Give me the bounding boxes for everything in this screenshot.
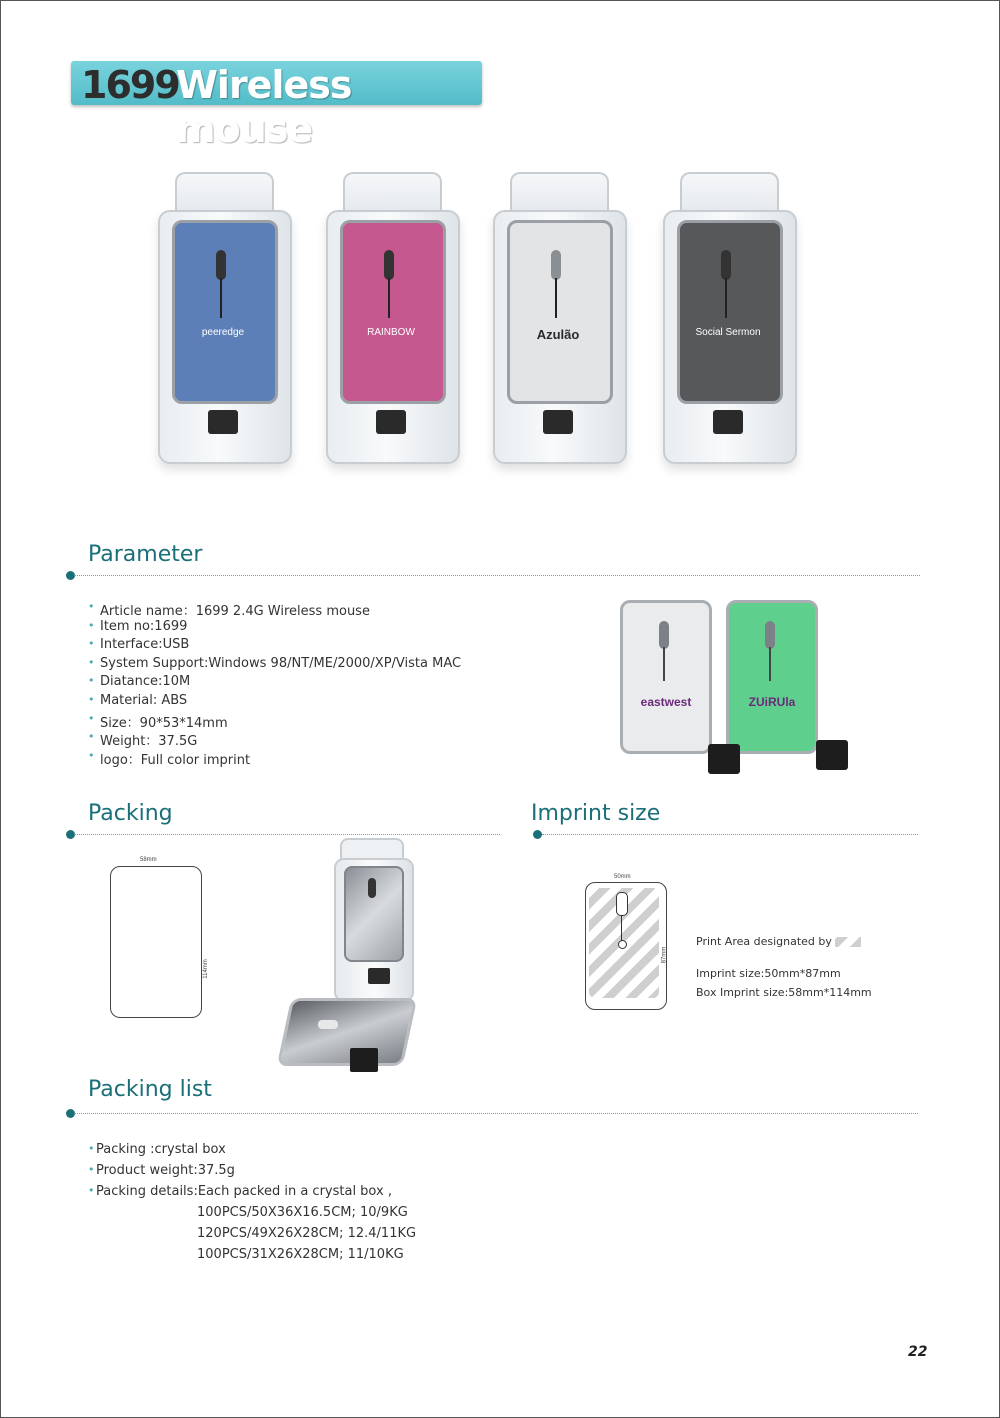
box-outline-drawing (110, 866, 202, 1018)
list-item: • Diatance:10M (88, 674, 461, 693)
mouse-silver-sample (620, 600, 712, 754)
imprint-size-line: Imprint size:50mm*87mm (696, 967, 841, 980)
mouse-green-sample (726, 600, 818, 754)
logo-text: ZUiRUla (748, 695, 796, 709)
crystal-box-blue (150, 172, 295, 462)
imprint-width-label: 50mm (614, 874, 631, 880)
packing-detail: 100PCS/31X26X28CM; 11/10KG (197, 1247, 404, 1262)
model-number: 1699 (81, 63, 179, 107)
title-banner (71, 61, 482, 151)
list-item: • logo：Full color imprint (88, 749, 461, 768)
parameter-list (88, 600, 461, 767)
list-item: • Size：90*53*14mm (88, 712, 461, 731)
crystal-box-black (655, 172, 800, 462)
mouse-silver (507, 220, 613, 404)
usb-receiver (376, 410, 406, 434)
scroll-wheel-drawing (616, 892, 628, 916)
logo-text: Social Sermon (695, 327, 761, 338)
section-rule (74, 1113, 918, 1114)
parameter-heading: Parameter (88, 542, 203, 567)
logo-text: peeredge (201, 327, 245, 338)
section-rule (542, 834, 918, 835)
logo-text: eastwest (640, 695, 692, 709)
section-dot (533, 830, 542, 839)
usb-receiver (816, 740, 848, 770)
list-item: • Weight：37.5G (88, 730, 461, 749)
hatch-swatch (835, 937, 861, 947)
print-area-legend (696, 935, 861, 948)
usb-receiver (350, 1048, 378, 1072)
usb-receiver (713, 410, 743, 434)
sample-mouse-photo (616, 600, 876, 780)
packing-detail: 100PCS/50X36X16.5CM; 10/9KG (197, 1205, 408, 1220)
list-item: • Item no:1699 (88, 619, 461, 638)
mouse-black (677, 220, 783, 404)
packing-detail: 120PCS/49X26X28CM; 12.4/11KG (197, 1226, 417, 1241)
crystal-box-silver (485, 172, 630, 462)
usb-receiver (543, 410, 573, 434)
box-imprint-size-line: Box Imprint size:58mm*114mm (696, 986, 872, 999)
logo-text: RAINBOW (367, 327, 415, 338)
list-item: • System Support:Windows 98/NT/ME/2000/XP/Vista MAC (88, 656, 461, 675)
list-item: • Packing :crystal box (88, 1142, 392, 1163)
mouse-blue (172, 220, 278, 404)
packing-list (88, 1142, 392, 1205)
box-height-label: 114mm (202, 959, 209, 979)
crystal-box-pink (318, 172, 463, 462)
packing-list-heading: Packing list (88, 1077, 212, 1102)
packing-photo (282, 838, 422, 1078)
section-rule (74, 834, 500, 835)
list-item: • Interface:USB (88, 637, 461, 656)
imprint-height-label: 87mm (661, 946, 668, 964)
list-item: • Packing details:Each packed in a crystal box , (88, 1184, 392, 1205)
list-item: • Material: ABS (88, 693, 461, 712)
packing-heading: Packing (88, 801, 173, 826)
box-width-label: 58mm (140, 857, 157, 863)
usb-receiver (708, 744, 740, 774)
imprint-heading: Imprint size (531, 801, 661, 826)
mouse-dark-chrome (277, 998, 417, 1066)
wheel-line-drawing (621, 915, 622, 941)
page-title: Wireless mouse (176, 63, 352, 151)
page-number: 22 (908, 1344, 928, 1360)
print-area-label: Print Area designated by (696, 935, 832, 948)
mouse-pink (340, 220, 446, 404)
usb-receiver (368, 968, 390, 984)
wheel-line-end (618, 940, 627, 949)
section-rule (74, 575, 920, 576)
list-item: • Product weight:37.5g (88, 1163, 392, 1184)
usb-receiver (208, 410, 238, 434)
logo-text: Azulão (536, 327, 580, 342)
list-item: • Article name：1699 2.4G Wireless mouse (88, 600, 461, 619)
product-photo-row (150, 172, 810, 492)
